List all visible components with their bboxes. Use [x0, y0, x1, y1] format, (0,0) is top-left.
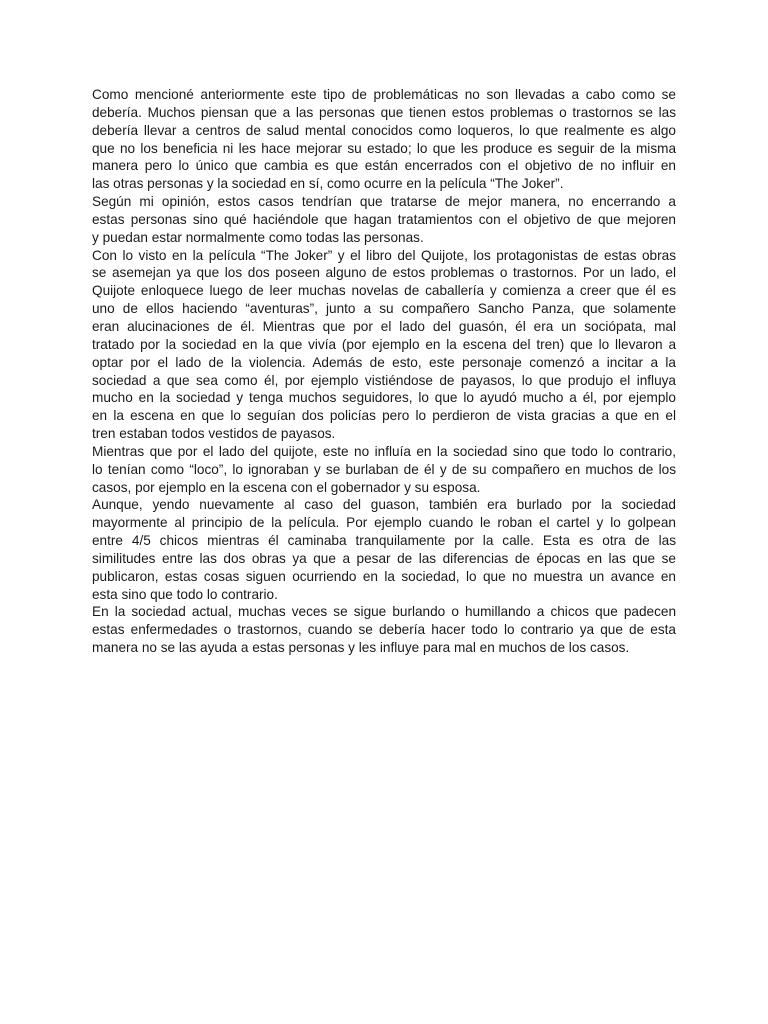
paragraph-5-line-2: mayormente al principio de la película. Por ejemplo cuando le roban el cartel y lo golpean: [92, 515, 676, 531]
paragraph-4-line-3: casos, por ejemplo en la escena con el gobernador y su esposa.: [92, 479, 481, 495]
paragraph-3-line-3: Quijote enloquece luego de leer muchas novelas de caballería y comienza a creer que él es: [92, 283, 676, 299]
paragraph-3-line-8: sociedad a que sea como él, por ejemplo vistiéndose de payasos, lo que produjo el influya: [92, 372, 676, 388]
paragraph-3-line-11: tren estaban todos vestidos de payasos.: [92, 426, 336, 442]
paragraph-5-line-5: publicaron, estas cosas siguen ocurriendo en la sociedad, lo que no muestra un avance en: [92, 568, 676, 584]
paragraph-1-line-3: debería llevar a centros de salud mental conocidos como loqueros, lo que realmente es algo: [92, 122, 676, 138]
paragraph-4-line-2: lo tenían como “loco”, lo ignoraban y se burlaban de él y de su compañero en muchos de los: [92, 461, 676, 477]
paragraph-1-line-1: Como mencioné anteriormente este tipo de problemáticas no son llevadas a cabo como se: [92, 87, 676, 102]
paragraph-5-line-4: similitudes entre las dos obras ya que a pesar de las diferencias de épocas en las que se: [92, 550, 676, 566]
paragraph-6-line-2: estas enfermedades o trastornos, cuando se debería hacer todo lo contrario ya que de esta: [92, 622, 676, 638]
paragraph-3-line-2: se asemejan ya que los dos poseen alguno de estos problemas o trastornos. Por un lado, el: [92, 265, 676, 281]
paragraph-5-line-6: esta sino que todo lo contrario.: [92, 586, 278, 602]
paragraph-5-line-1: Aunque, yendo nuevamente al caso del guason, también era burlado por la sociedad: [92, 497, 676, 513]
paragraph-3-line-5: eran alucinaciones de él. Mientras que por el lado del guasón, él era un sociópata, mal: [92, 318, 676, 334]
paragraph-6-line-1: En la sociedad actual, muchas veces se sigue burlando o humillando a chicos que padecen: [92, 604, 676, 620]
paragraph-1-line-2: debería. Muchos piensan que a las personas que tienen estos problemas o trastornos se las: [92, 104, 676, 120]
paragraph-6-line-3: manera no se las ayuda a estas personas y les influye para mal en muchos de los casos.: [92, 640, 630, 656]
paragraph-3-line-6: tratado por la sociedad en la que vivía (por ejemplo en la escena del tren) que lo llevaron a: [92, 336, 676, 352]
paragraph-3-line-9: mucho en la sociedad y tenga muchos seguidores, lo que lo ayudó mucho a él, por ejemplo: [92, 390, 676, 406]
paragraph-3-line-7: optar por el lado de la violencia. Además de esto, este personaje comenzó a incitar a la: [92, 354, 676, 370]
paragraph-1-line-5: manera pero lo único que cambia es que están encerrados con el objetivo de no influir en: [92, 158, 676, 174]
paragraph-1-line-6: las otras personas y la sociedad en sí, como ocurre en la película “The Joker”.: [92, 176, 564, 192]
paragraph-5-line-3: entre 4/5 chicos mientras él caminaba tranquilamente por la calle. Esta es otra de las: [92, 533, 676, 549]
paragraph-2-line-2: estas personas sino qué haciéndole que hagan tratamientos con el objetivo de que mejoren: [92, 211, 676, 227]
paragraph-1-line-4: que no los beneficia ni les hace mejorar su estado; lo que les produce es seguir de la misma: [92, 140, 676, 156]
document-body-text: [92, 86, 676, 657]
paragraph-4-line-1: Mientras que por el lado del quijote, este no influía en la sociedad sino que todo lo contrario,: [92, 443, 676, 459]
paragraph-3-line-1: Con lo visto en la película “The Joker” y el libro del Quijote, los protagonistas de estas obras: [92, 247, 676, 263]
paragraph-2-line-1: Según mi opinión, estos casos tendrían que tratarse de mejor manera, no encerrando a: [92, 194, 676, 210]
paragraph-3-line-10: en la escena en que lo seguían dos policías pero lo perdieron de vista gracias a que en el: [92, 408, 676, 424]
paragraph-3-line-4: uno de ellos haciendo “aventuras”, junto a su compañero Sancho Panza, que solamente: [92, 301, 676, 317]
paragraph-2-line-3: y puedan estar normalmente como todas las personas.: [92, 229, 424, 245]
